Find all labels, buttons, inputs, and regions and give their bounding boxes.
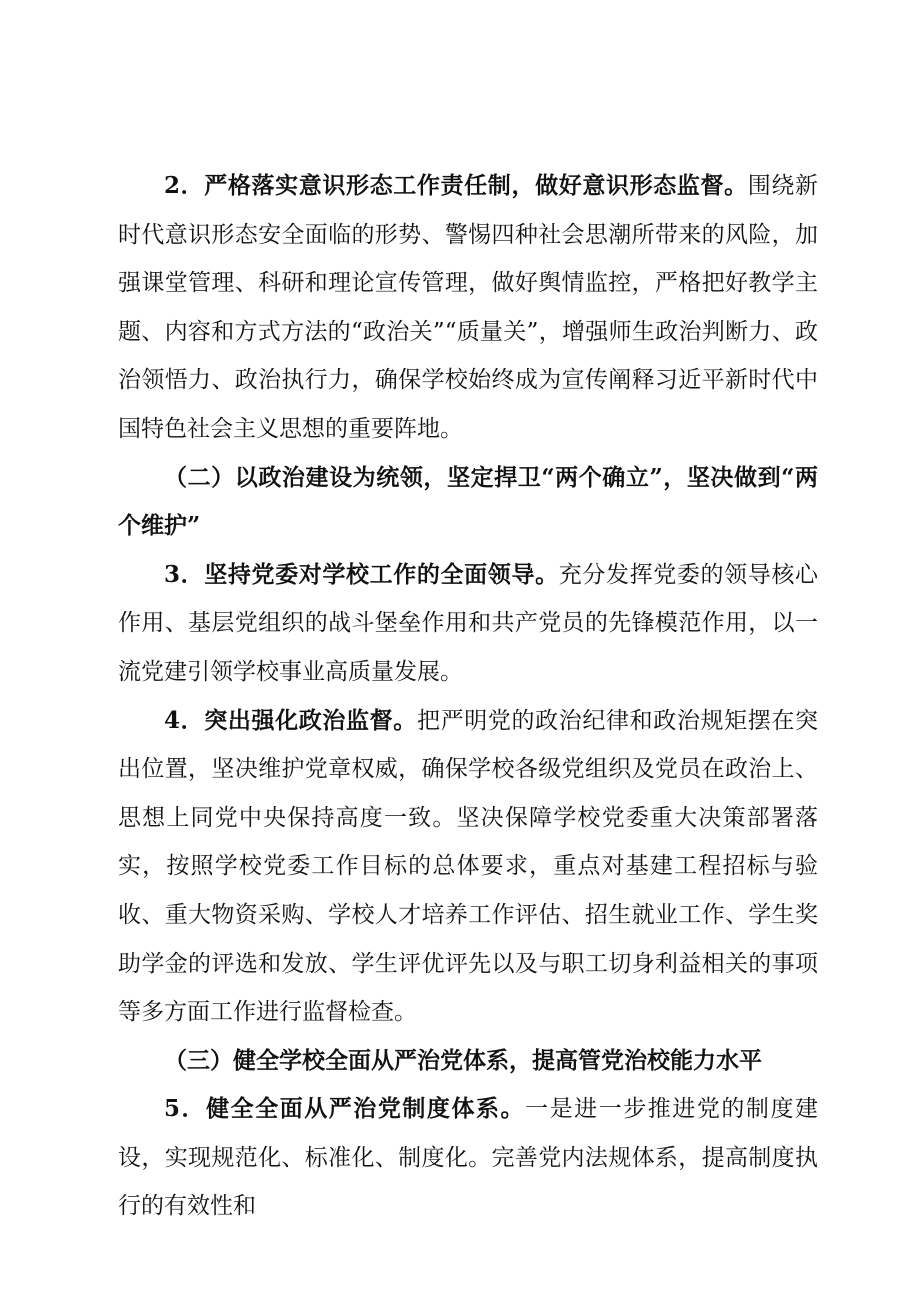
section-heading-party-governance: （三）健全学校全面从严治党体系，提高管党治校能力水平 bbox=[164, 1046, 762, 1074]
paragraph-text: 充分发挥党委的领导核心作用、基层党组织的战斗堡垒作用和共产党员的先锋模范作用，以一流党建引领学校事业高质量发展。 bbox=[118, 561, 818, 685]
paragraph-lead: 5．健全全面从严治党制度体系。 bbox=[164, 1095, 526, 1123]
section-heading-political-construction: （二）以政治建设为统领，坚定捍卫“两个确立”，坚决做到“两个维护” bbox=[118, 463, 818, 540]
paragraph-text: 围绕新时代意识形态安全面临的形势、警惕四种社会思潮所带来的风险，加强课堂管理、科研和理论宣传管理，做好舆情监控，严格把好教学主题、内容和方式方法的“政治关”“质量关”，增强师生政治判断力、政治领悟力、政治执行力，确保学校始终成为宣传阐释习近平新时代中国特色社会主义思想的重要阵地。 bbox=[118, 173, 818, 442]
paragraph-text: 一是进一步推进党的制度建设，实现规范化、标准化、制度化。完善党内法规体系，提高制度执行的有效性和 bbox=[118, 1096, 818, 1220]
paragraph-lead: 2．严格落实意识形态工作责任制，做好意识形态监督。 bbox=[164, 172, 748, 199]
paragraph-lead: 4．突出强化政治监督。 bbox=[164, 706, 417, 734]
paragraph-political-supervision bbox=[118, 697, 818, 1037]
paragraph-system-building bbox=[118, 1085, 818, 1231]
paragraph-party-leadership bbox=[118, 551, 818, 697]
document-body bbox=[118, 162, 818, 1231]
paragraph-ideology-responsibility bbox=[118, 162, 818, 454]
paragraph-lead: 3．坚持党委对学校工作的全面领导。 bbox=[164, 560, 559, 588]
paragraph-text: 把严明党的政治纪律和政治规矩摆在突出位置，坚决维护党章权威，确保学校各级党组织及党员在政治上、思想上同党中央保持高度一致。坚决保障学校党委重大决策部署落实，按照学校党委工作目标的总体要求，重点对基建工程招标与验收、重大物资采购、学校人才培养工作评估、招生就业工作、学生奖助学金的评选和发放、学生评优评先以及与职工切身利益相关的事项等多方面工作进行监督检查。 bbox=[118, 707, 819, 1026]
